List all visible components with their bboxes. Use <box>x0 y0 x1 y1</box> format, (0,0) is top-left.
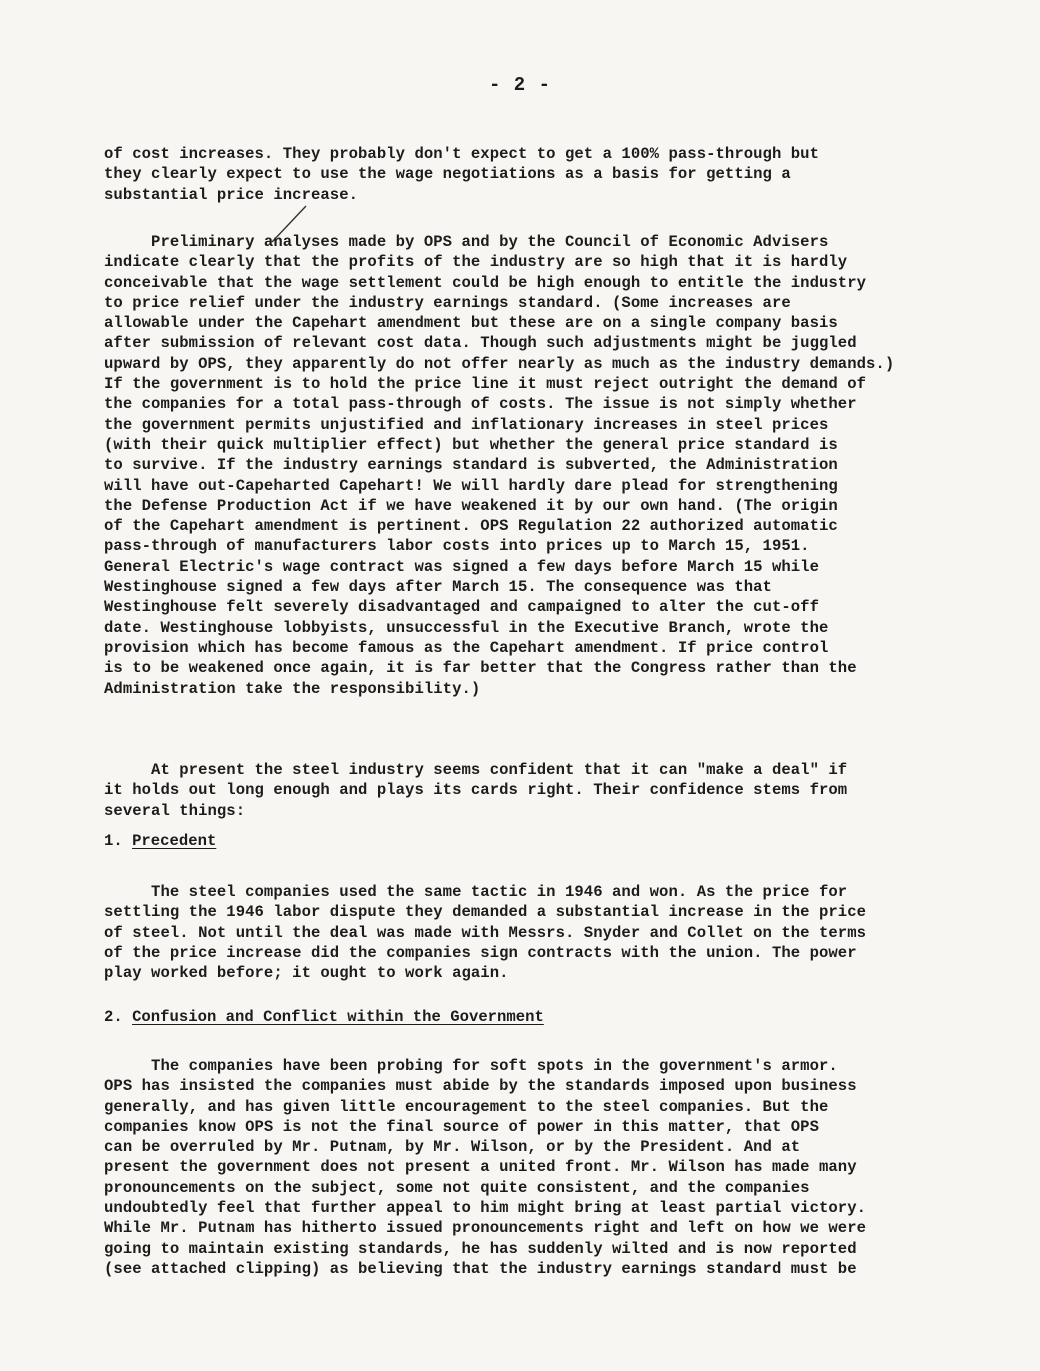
paragraph-1 <box>104 144 974 205</box>
text-line: is to be weakened once again, it is far better that the Congress rather than the <box>104 659 857 678</box>
text-line: substantial price increase. <box>104 185 359 204</box>
text-line: Administration take the responsibility.) <box>104 679 481 698</box>
text-line: date. Westinghouse lobbyists, unsuccessful in the Executive Branch, wrote the <box>104 618 829 637</box>
text-line: the companies for a total pass-through of costs. The issue is not simply whether <box>104 395 857 414</box>
text-line: Westinghouse felt severely disadvantaged and campaigned to alter the cut-off <box>104 598 819 617</box>
text-line: companies know OPS is not the final source of power in this matter, that OPS <box>104 1117 819 1136</box>
text-line: General Electric's wage contract was signed a few days before March 15 while <box>104 557 819 576</box>
paragraph-4 <box>104 882 974 983</box>
text-line: If the government is to hold the price line it must reject outright the demand of <box>104 375 867 394</box>
text-line: allowable under the Capehart amendment but these are on a single company basis <box>104 314 838 333</box>
text-line: the government permits unjustified and inflationary increases in steel prices <box>104 415 829 434</box>
text-line: of steel. Not until the deal was made with Messrs. Snyder and Collet on the terms <box>104 923 867 942</box>
text-line: present the government does not present a united front. Mr. Wilson has made many <box>104 1158 857 1177</box>
paragraph-3 <box>104 760 974 821</box>
section-heading-1 <box>104 830 974 852</box>
text-line: generally, and has given little encouragement to the steel companies. But the <box>104 1097 829 1116</box>
text-line: of the price increase did the companies sign contracts with the union. The power <box>104 943 857 962</box>
heading-number: 1. <box>104 832 123 850</box>
text-line: to price relief under the industry earnings standard. (Some increases are <box>104 293 791 312</box>
text-line: the Defense Production Act if we have weakened it by our own hand. (The origin <box>104 496 838 515</box>
text-line: Preliminary analyses made by OPS and by the Council of Economic Advisers <box>104 233 829 251</box>
text-line: several things: <box>104 801 246 820</box>
text-line: Westinghouse signed a few days after March 15. The consequence was that <box>104 578 772 597</box>
paragraph-2 <box>104 232 974 699</box>
text-line: they clearly expect to use the wage negotiations as a basis for getting a <box>104 165 791 184</box>
text-line: conceivable that the wage settlement could be high enough to entitle the industry <box>104 273 867 292</box>
text-line: settling the 1946 labor dispute they demanded a substantial increase in the price <box>104 903 867 922</box>
text-line: (see attached clipping) as believing that the industry earnings standard must be <box>104 1259 857 1278</box>
text-line: after submission of relevant cost data. Though such adjustments might be juggled <box>104 334 857 353</box>
text-line: going to maintain existing standards, he has suddenly wilted and is now reported <box>104 1239 857 1258</box>
stray-pencil-mark <box>27 22 89 52</box>
text-line: provision which has become famous as the Capehart amendment. If price control <box>104 638 829 657</box>
heading-title: Precedent <box>132 832 217 850</box>
text-line: can be overruled by Mr. Putnam, by Mr. Wilson, or by the President. And at <box>104 1138 801 1157</box>
text-line: The companies have been probing for soft spots in the government's armor. <box>104 1057 838 1075</box>
text-line: undoubtedly feel that further appeal to him might bring at least partial victory. <box>104 1199 867 1218</box>
page-number: - 2 - <box>488 74 551 96</box>
text-line: pass-through of manufacturers labor costs into prices up to March 15, 1951. <box>104 537 810 556</box>
text-line: OPS has insisted the companies must abide by the standards imposed upon business <box>104 1077 857 1096</box>
heading-title: Confusion and Conflict within the Government <box>132 1008 544 1026</box>
text-line: The steel companies used the same tactic in 1946 and won. As the price for <box>104 883 848 901</box>
text-line: play worked before; it ought to work again. <box>104 964 509 983</box>
text-line: At present the steel industry seems confident that it can "make a deal" if <box>104 761 848 779</box>
text-line: (with their quick multiplier effect) but whether the general price standard is <box>104 435 838 454</box>
section-heading-2 <box>104 1006 974 1028</box>
text-line: indicate clearly that the profits of the industry are so high that it is hardly <box>104 253 848 272</box>
text-line: to survive. If the industry earnings standard is subverted, the Administration <box>104 456 838 475</box>
text-line: of cost increases. They probably don't expect to get a 100% pass-through but <box>104 145 819 163</box>
text-line: pronouncements on the subject, some not quite consistent, and the companies <box>104 1178 810 1197</box>
text-line: upward by OPS, they apparently do not offer nearly as much as the industry demands.) <box>104 354 895 373</box>
text-line: While Mr. Putnam has hitherto issued pronouncements right and left on how we were <box>104 1219 867 1238</box>
heading-number: 2. <box>104 1008 123 1026</box>
text-line: it holds out long enough and plays its cards right. Their confidence stems from <box>104 781 848 800</box>
text-line: will have out-Capeharted Capehart! We will hardly dare plead for strengthening <box>104 476 838 495</box>
paragraph-5 <box>104 1056 974 1279</box>
text-line: of the Capehart amendment is pertinent. OPS Regulation 22 authorized automatic <box>104 517 838 536</box>
